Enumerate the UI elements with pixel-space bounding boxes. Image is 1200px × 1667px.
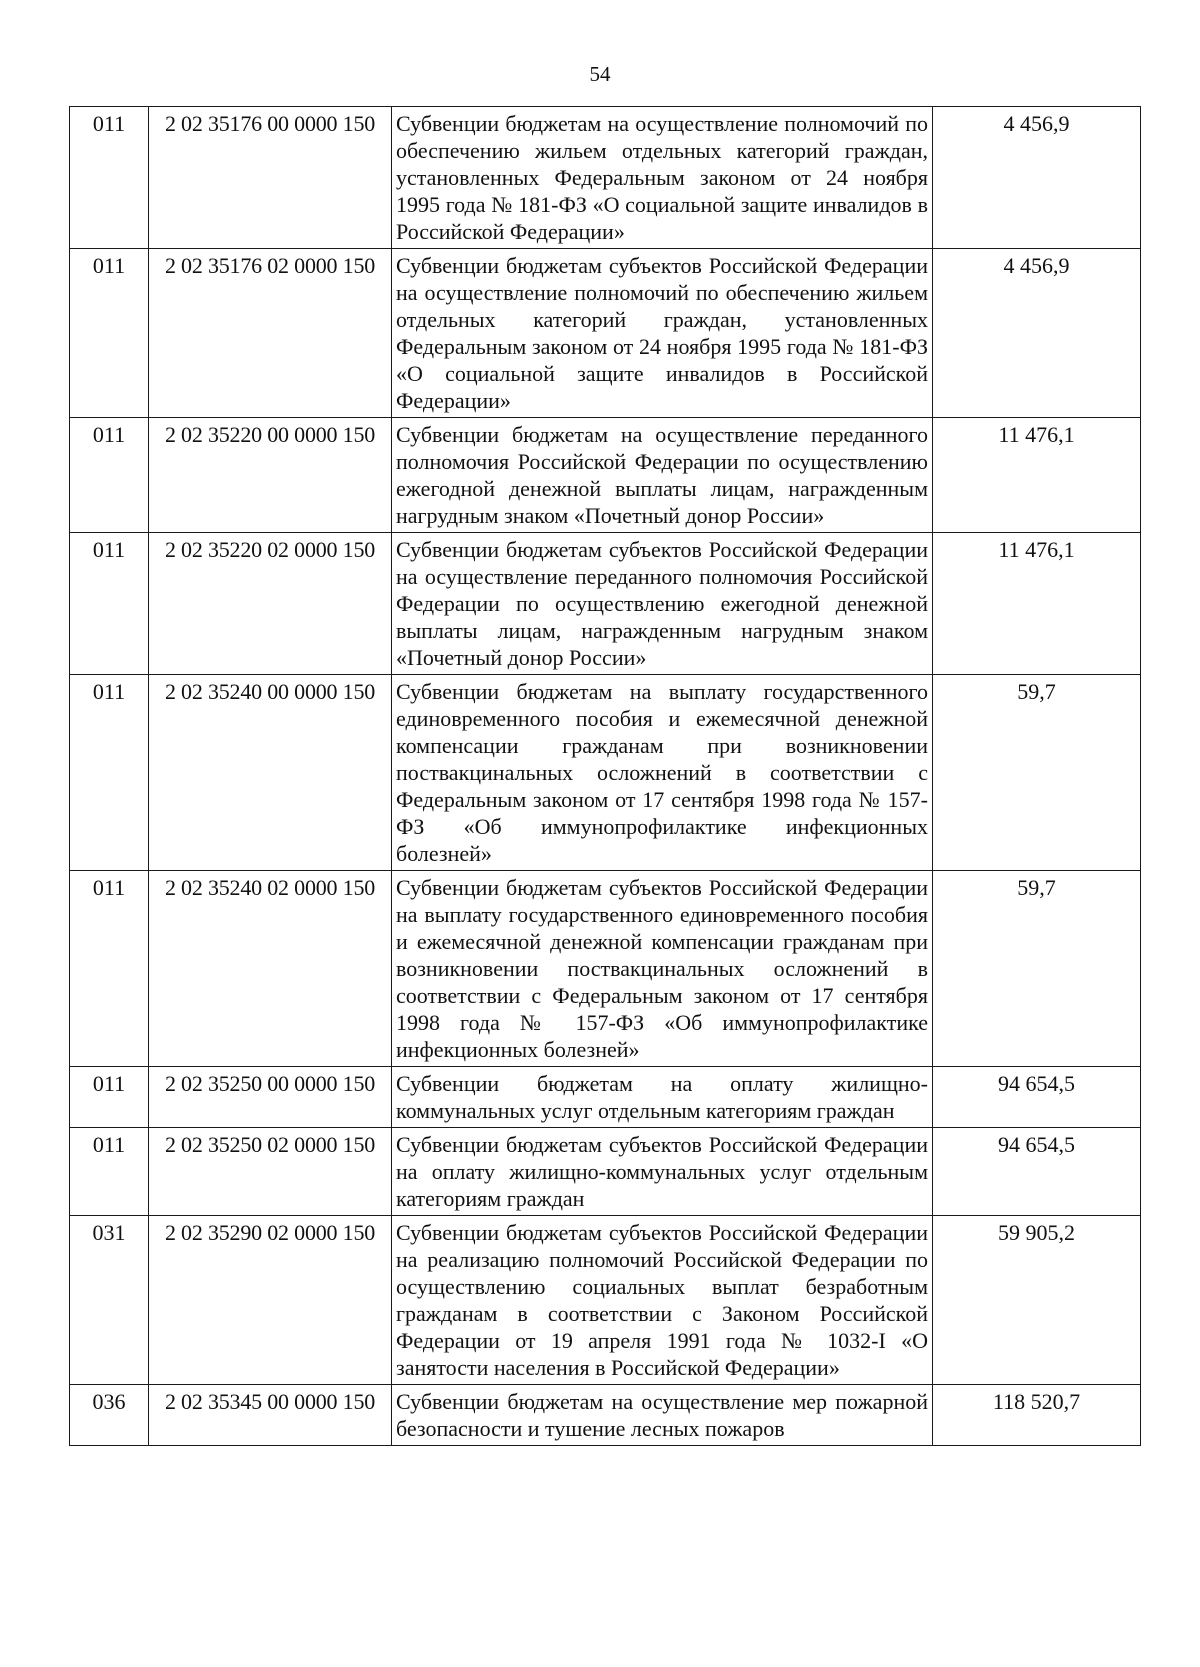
amount-cell: 4 456,9: [933, 249, 1141, 418]
budget-code-cell: 2 02 35240 00 0000 150: [149, 675, 392, 871]
table-row: [70, 1385, 1141, 1446]
description-cell: Субвенции бюджетам субъектов Российской Федерации на осуществление переданного полномочия Российской Федерации по осуществлению ежегодной денежной выплаты лицам, награжденным нагрудным знаком «Почетный донор России»: [392, 533, 933, 675]
page-number: 54: [589, 62, 611, 86]
amount-cell: 118 520,7: [933, 1385, 1141, 1446]
description-cell: Субвенции бюджетам на осуществление переданного полномочия Российской Федерации по осуществлению ежегодной денежной выплаты лицам, награжденным нагрудным знаком «Почетный донор России»: [392, 418, 933, 533]
admin-code-cell: 036: [70, 1385, 149, 1446]
budget-code-cell: 2 02 35220 02 0000 150: [149, 533, 392, 675]
budget-code-cell: 2 02 35176 02 0000 150: [149, 249, 392, 418]
admin-code-cell: 011: [70, 107, 149, 249]
amount-cell: 94 654,5: [933, 1067, 1141, 1128]
amount-cell: 11 476,1: [933, 418, 1141, 533]
amount-cell: 94 654,5: [933, 1128, 1141, 1216]
amount-cell: 59 905,2: [933, 1216, 1141, 1385]
description-cell: Субвенции бюджетам субъектов Российской Федерации на реализацию полномочий Российской Федерации по осуществлению социальных выплат безработным гражданам в соответствии с Законом Российской Федерации от 19 апреля 1991 года № 1032-I «О занятости населения в Российской Федерации»: [392, 1216, 933, 1385]
admin-code-cell: 011: [70, 533, 149, 675]
description-cell: Субвенции бюджетам субъектов Российской Федерации на выплату государственного единовременного пособия и ежемесячной денежной компенсации гражданам при возникновении поствакцинальных осложнений в соответствии с Федеральным законом от 17 сентября 1998 года № 157-ФЗ «Об иммунопрофилактике инфекционных болезней»: [392, 871, 933, 1067]
table-row: [70, 107, 1141, 249]
budget-code-cell: 2 02 35290 02 0000 150: [149, 1216, 392, 1385]
table-body: [70, 107, 1141, 1446]
description-cell: Субвенции бюджетам на оплату жилищно-коммунальных услуг отдельным категориям граждан: [392, 1067, 933, 1128]
description-cell: Субвенции бюджетам на выплату государственного единовременного пособия и ежемесячной денежной компенсации гражданам при возникновении поствакцинальных осложнений в соответствии с Федеральным законом от 17 сентября 1998 года № 157-ФЗ «Об иммунопрофилактике инфекционных болезней»: [392, 675, 933, 871]
description-cell: Субвенции бюджетам субъектов Российской Федерации на осуществление полномочий по обеспечению жильем отдельных категорий граждан, установленных Федеральным законом от 24 ноября 1995 года № 181-ФЗ «О социальной защите инвалидов в Российской Федерации»: [392, 249, 933, 418]
table-row: [70, 1216, 1141, 1385]
table-row: [70, 249, 1141, 418]
admin-code-cell: 031: [70, 1216, 149, 1385]
budget-code-cell: 2 02 35176 00 0000 150: [149, 107, 392, 249]
table-row: [70, 675, 1141, 871]
admin-code-cell: 011: [70, 871, 149, 1067]
amount-cell: 11 476,1: [933, 533, 1141, 675]
amount-cell: 59,7: [933, 675, 1141, 871]
budget-code-cell: 2 02 35250 00 0000 150: [149, 1067, 392, 1128]
admin-code-cell: 011: [70, 1128, 149, 1216]
description-cell: Субвенции бюджетам на осуществление мер пожарной безопасности и тушение лесных пожаров: [392, 1385, 933, 1446]
table-row: [70, 418, 1141, 533]
table-row: [70, 1128, 1141, 1216]
budget-code-cell: 2 02 35345 00 0000 150: [149, 1385, 392, 1446]
description-cell: Субвенции бюджетам на осуществление полномочий по обеспечению жильем отдельных категорий граждан, установленных Федеральным законом от 24 ноября 1995 года № 181-ФЗ «О социальной защите инвалидов в Российской Федерации»: [392, 107, 933, 249]
admin-code-cell: 011: [70, 675, 149, 871]
amount-cell: 59,7: [933, 871, 1141, 1067]
subventions-table: [69, 106, 1141, 1446]
amount-cell: 4 456,9: [933, 107, 1141, 249]
budget-code-cell: 2 02 35240 02 0000 150: [149, 871, 392, 1067]
description-cell: Субвенции бюджетам субъектов Российской Федерации на оплату жилищно-коммунальных услуг отдельным категориям граждан: [392, 1128, 933, 1216]
admin-code-cell: 011: [70, 1067, 149, 1128]
table-row: [70, 1067, 1141, 1128]
table-row: [70, 871, 1141, 1067]
admin-code-cell: 011: [70, 418, 149, 533]
admin-code-cell: 011: [70, 249, 149, 418]
budget-code-cell: 2 02 35220 00 0000 150: [149, 418, 392, 533]
table-row: [70, 533, 1141, 675]
budget-code-cell: 2 02 35250 02 0000 150: [149, 1128, 392, 1216]
